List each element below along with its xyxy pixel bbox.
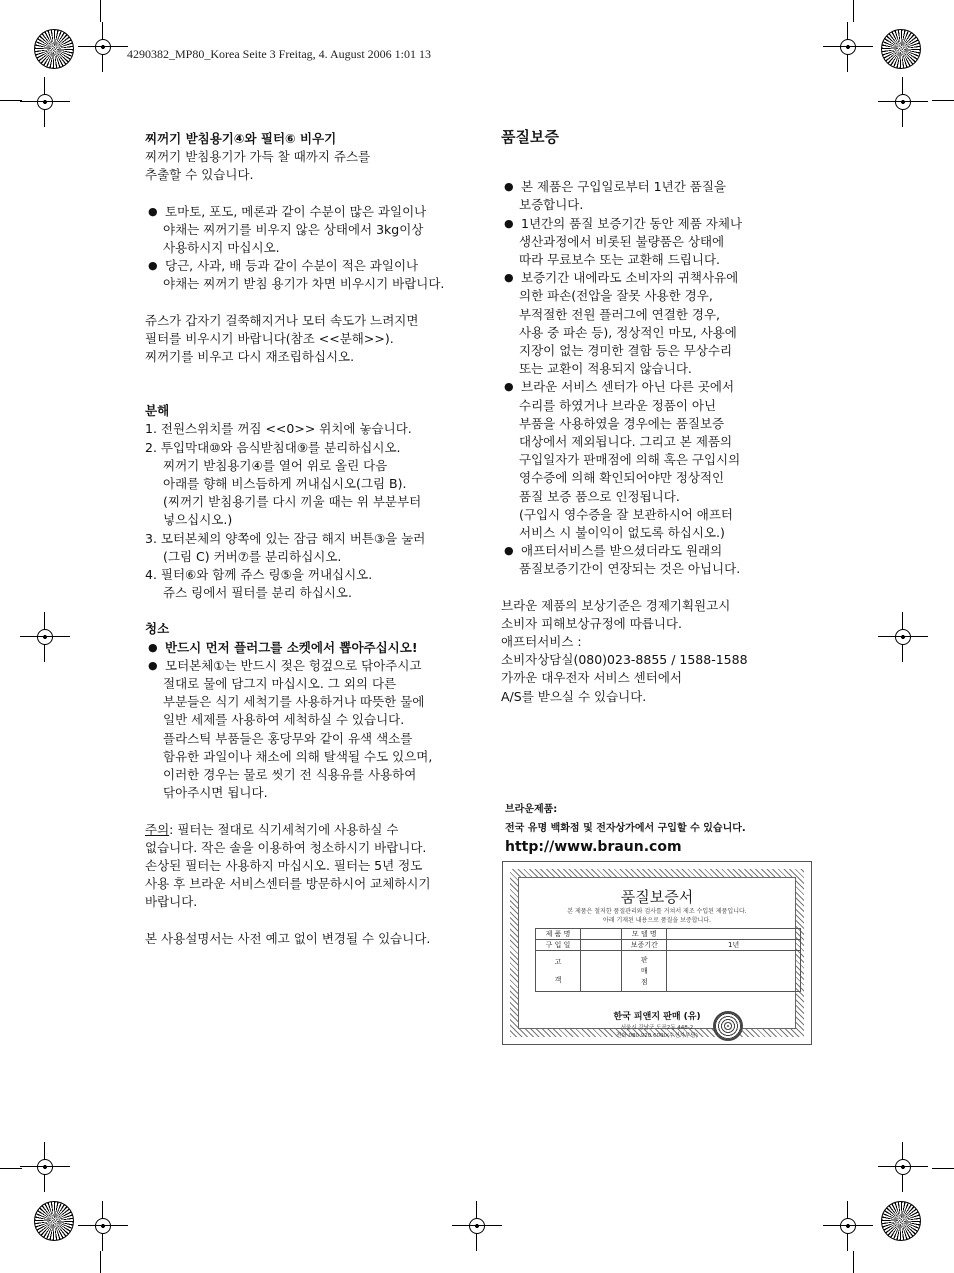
section-title-disassembly: 분해: [145, 403, 170, 419]
paragraph: 필터를 비우시기 바랍니다(참조 <<분해>>).: [145, 330, 394, 346]
paragraph: A/S를 받으실 수 있습니다.: [501, 688, 647, 704]
bullet-continuation: 품질 보증 품으로 인정됩니다.: [519, 488, 680, 504]
bullet-continuation: 사용하시지 마십시오.: [163, 240, 280, 256]
bullet-continuation: 플라스틱 부품들은 홍당무와 같이 유색 색소를: [163, 730, 413, 746]
bullet-item-warning: ● 반드시 먼저 플러그를 소켓에서 뽑아주십시오!: [145, 639, 490, 657]
step-4: 4. 필터⑥와 함께 쥬스 링⑤을 꺼내십시오.: [145, 567, 373, 583]
field-warranty-period: 1년: [667, 940, 801, 951]
bullet-item: ● 토마토, 포도, 메론과 같이 수분이 많은 과일이나: [145, 203, 490, 221]
bullet-continuation: 부품을 사용하였을 경우에는 품질보증: [519, 415, 725, 431]
shop-info: [505, 800, 825, 857]
step-1: 1. 전원스위치를 꺼짐 <<0>> 위치에 놓습니다.: [145, 421, 412, 437]
bullet-continuation: 구입일자가 판매점에 의해 혹은 구입시의: [519, 452, 741, 468]
step-3: 3. 모터본체의 양쪽에 있는 잠금 해지 버튼③을 눌러: [145, 530, 426, 546]
certificate-subtitle: 아래 기재된 내용으로 품질을 보증합니다.: [602, 917, 712, 924]
registration-mark-icon: [30, 1152, 60, 1182]
bullet-item: ● 보증기간 내에라도 소비자의 귀책사유에: [501, 269, 821, 287]
caution-line: 주의: 필터는 절대로 식기세척기에 사용하실 수: [145, 821, 399, 837]
crop-mark: [932, 1168, 954, 1169]
registration-mark-icon: [88, 32, 118, 62]
paragraph: 사용 후 브라운 서비스센터를 방문하시어 교체하시기: [145, 876, 431, 892]
crop-mark: [932, 100, 954, 101]
paragraph: 쥬스가 갑자기 걸쭉해지거나 모터 속도가 느려지면: [145, 312, 419, 328]
bullet-continuation: 절대로 물에 담그지 마십시오. 그 외의 다른: [163, 676, 397, 692]
field-product-name: [581, 929, 622, 940]
step-continuation: 쥬스 링에서 필터를 분리 하십시오.: [163, 585, 352, 601]
field-store: [667, 951, 801, 992]
label-purchase-date: 구 입 일: [536, 940, 581, 951]
certificate-body: [518, 877, 796, 1039]
bullet-continuation: 또는 교환이 적용되지 않습니다.: [519, 361, 692, 377]
bullet-continuation: 닦아주시면 됩니다.: [163, 785, 268, 801]
color-wheel-icon: [34, 1201, 74, 1241]
bullet-continuation: 의한 파손(전압을 잘못 사용한 경우,: [519, 288, 713, 304]
paragraph: 애프터서비스 :: [501, 634, 582, 650]
label-warranty-period: 보증기간: [622, 940, 667, 951]
bullet-continuation: 품질보증기간이 연장되는 것은 아닙니다.: [519, 561, 741, 577]
shop-label: 브라운제품:: [505, 804, 558, 815]
bullet-continuation: 수리를 하였거나 브라운 정품이 아닌: [519, 397, 717, 413]
registration-mark-icon: [30, 622, 60, 652]
bullet-continuation: 생산과정에서 비롯된 불량품은 상태에: [519, 233, 725, 249]
registration-mark-icon: [462, 1211, 492, 1241]
left-column: [145, 130, 490, 948]
color-wheel-icon: [34, 29, 74, 69]
color-wheel-icon: [881, 1201, 921, 1241]
bullet-continuation: 야채는 찌꺼기 받침 용기가 차면 비우시기 바랍니다.: [163, 276, 445, 292]
caution-label: 주의: [145, 821, 170, 837]
crop-mark: [0, 100, 22, 101]
bullet-item: ● 본 제품은 구입일로부터 1년간 품질을: [501, 178, 821, 196]
bullet-continuation: (구입시 영수증을 잘 보관하시어 애프터: [519, 506, 733, 522]
paragraph: 추출할 수 있습니다.: [145, 167, 254, 183]
registration-mark-icon: [888, 87, 918, 117]
bullet-continuation: 보증합니다.: [519, 197, 584, 213]
braun-url-link[interactable]: http://www.braun.com: [505, 839, 682, 855]
field-customer: [581, 951, 622, 992]
step-continuation: 찌꺼기 받침용기④를 열어 위로 올린 다음: [163, 457, 388, 473]
registration-mark-icon: [833, 1211, 863, 1241]
step-continuation: 넣으십시오.): [163, 512, 233, 528]
bullet-continuation: 부분들은 식기 세척기를 사용하거나 따뜻한 물에: [163, 694, 425, 710]
registration-mark-icon: [888, 1152, 918, 1182]
print-slug: 4290382_MP80_Korea Seite 3 Freitag, 4. August 2006 1:01 13: [127, 47, 431, 61]
field-model-name: [667, 929, 801, 940]
certificate-company: 한국 피앤지 판매 (유): [613, 1012, 701, 1022]
certificate-table: [535, 928, 801, 992]
certificate-title: 품질보증서: [620, 888, 694, 906]
step-continuation: (그림 C) 커버⑦를 분리하십시오.: [163, 548, 342, 564]
step-continuation: 아래를 향해 비스듬하게 꺼내십시오(그림 B).: [163, 476, 407, 492]
color-wheel-icon: [881, 29, 921, 69]
registration-mark-icon: [30, 87, 60, 117]
notice: 본 사용설명서는 사전 예고 없이 변경될 수 있습니다.: [145, 930, 431, 946]
bullet-continuation: 따라 무료보수 또는 교환해 드립니다.: [519, 252, 720, 268]
bullet-continuation: 대상에서 제외됩니다. 그리고 본 제품의: [519, 434, 733, 450]
bullet-continuation: 부적절한 전원 플러그에 연결한 경우,: [519, 306, 720, 322]
warranty-certificate: [503, 862, 811, 1044]
bullet-continuation: 서비스 시 불이익이 없도록 하십시오.): [519, 525, 725, 541]
registration-mark-icon: [88, 1211, 118, 1241]
step-2: 2. 투입막대⑩와 음식받침대⑨를 분리하십시오.: [145, 439, 401, 455]
label-store: 판 매 점: [622, 951, 667, 992]
crop-mark: [100, 0, 101, 22]
paragraph: 없습니다. 작은 솔을 이용하여 청소하시기 바랍니다.: [145, 839, 427, 855]
section-title-cleaning: 청소: [145, 621, 170, 637]
bullet-item: ● 브라운 서비스 센터가 아닌 다른 곳에서: [501, 378, 821, 396]
paragraph: 소비자 피해보상규정에 따릅니다.: [501, 615, 682, 631]
bullet-continuation: 야채는 찌꺼기를 비우지 않은 상태에서 3kg이상: [163, 221, 424, 237]
bullet-continuation: 사용 중 파손 등), 정상적인 마모, 사용에: [519, 324, 737, 340]
registration-mark-icon: [888, 622, 918, 652]
step-continuation: (찌꺼기 받침용기를 다시 끼울 때는 위 부분부터: [163, 494, 422, 510]
certificate-phone: 전화 080 920 6000(수신자부담): [616, 1033, 698, 1039]
bullet-continuation: 일반 세제를 사용하여 세척하실 수 있습니다.: [163, 712, 405, 728]
section-title-emptying: 찌꺼기 받침용기④와 필터⑥ 비우기: [145, 131, 337, 146]
bullet-continuation: 함유한 과일이나 채소에 의해 탈색될 수도 있으며,: [163, 748, 433, 764]
crop-mark: [853, 1251, 854, 1273]
bullet-item: ● 모터본체①는 반드시 젖은 헝겊으로 닦아주시고: [145, 657, 490, 675]
right-column: [501, 128, 821, 706]
paragraph: 찌꺼기를 비우고 다시 재조립하십시오.: [145, 349, 355, 365]
company-seal-icon: [713, 1011, 743, 1041]
field-purchase-date: [581, 940, 622, 951]
label-customer: 고 객: [536, 951, 581, 992]
crop-mark: [100, 1251, 101, 1273]
crop-mark: [0, 1168, 22, 1169]
warranty-title: 품질보증: [501, 128, 559, 146]
label-model-name: 모 델 명: [622, 929, 667, 940]
bullet-continuation: 이러한 경우는 물로 씻기 전 식용유를 사용하여: [163, 767, 417, 783]
bullet-continuation: 지장이 없는 경미한 결함 등은 무상수리: [519, 343, 733, 359]
registration-mark-icon: [833, 32, 863, 62]
paragraph: 손상된 필터는 사용하지 마십시오. 필터는 5년 정도: [145, 857, 423, 873]
label-product-name: 제 품 명: [536, 929, 581, 940]
shop-text: 전국 유명 백화점 및 전자상가에서 구입할 수 있습니다.: [505, 823, 746, 834]
bullet-continuation: 영수증에 의해 확인되어야만 정상적인: [519, 470, 725, 486]
paragraph: 브라운 제품의 보상기준은 경제기획원고시: [501, 597, 731, 613]
paragraph: 바랍니다.: [145, 894, 198, 910]
crop-mark: [853, 0, 854, 22]
bullet-item: ● 당근, 사과, 배 등과 같이 수분이 적은 과일이나: [145, 257, 490, 275]
bullet-item: ● 애프터서비스를 받으셨더라도 원래의: [501, 542, 821, 560]
certificate-subtitle: 본 제품은 철저한 품질관리와 검사를 거쳐서 제조 수입된 제품입니다.: [567, 908, 747, 915]
certificate-address: 서울시 강남구 도곡2동 448-2: [620, 1025, 694, 1031]
paragraph: 찌꺼기 받침용기가 가득 찰 때까지 쥬스를: [145, 149, 371, 165]
bullet-item: ● 1년간의 품질 보증기간 동안 제품 자체나: [501, 215, 821, 233]
service-phone: 소비자상담실(080)023-8855 / 1588-1588: [501, 652, 748, 668]
paragraph: 가까운 대우전자 서비스 센터에서: [501, 670, 682, 686]
